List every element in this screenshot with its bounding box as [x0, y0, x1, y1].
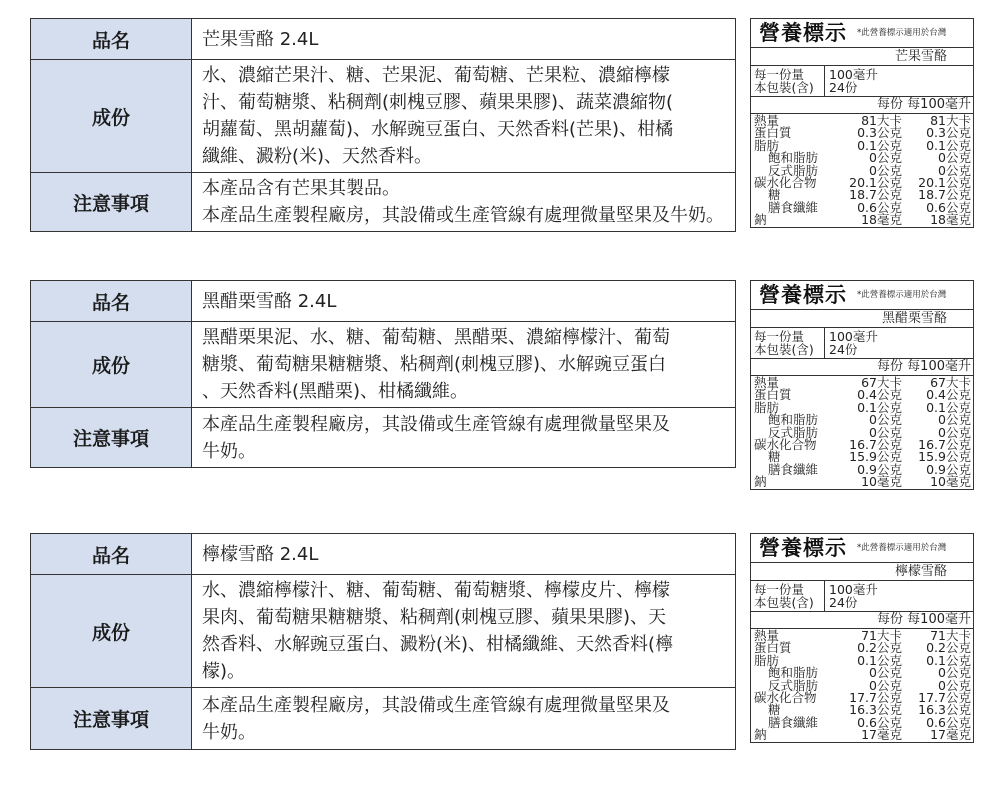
nutrition-product-name: 芒果雪酪 — [751, 48, 973, 66]
ingredients-row — [31, 60, 736, 173]
product-info-table — [30, 280, 736, 468]
nutrient-per-100ml: 81大卡 — [930, 113, 971, 128]
nutrient-per-serving: 0.6公克 — [857, 714, 902, 730]
notice-label: 注意事項 — [31, 688, 192, 750]
serving-label: 每一份量 — [754, 582, 805, 597]
serving-label: 每一份量 — [754, 329, 805, 344]
product-info-table — [30, 18, 736, 232]
nutrient-per-100ml: 0.4公克 — [926, 387, 971, 403]
nutrition-label — [750, 533, 974, 743]
nutrition-title: 營養標示 — [759, 535, 847, 560]
nutrient-name: 膳食纖維 — [768, 461, 819, 477]
serving-value: 100毫升 — [829, 329, 878, 344]
nutrition-header — [751, 534, 973, 563]
notice-row — [31, 688, 736, 750]
product-name-value: 芒果雪酪 2.4L — [192, 19, 736, 60]
product-name-row — [31, 281, 736, 322]
nutrition-note: *此營養標示適用於台灣 — [857, 542, 947, 553]
notice-row — [31, 173, 736, 232]
serving-labels — [751, 581, 825, 611]
nutrient-name: 脂肪 — [754, 399, 780, 415]
nutrient-per-100ml: 18.7公克 — [918, 187, 971, 203]
nutrient-name: 熱量 — [754, 375, 780, 390]
ingredients-line: 、天然香料(黑醋栗)、柑橘纖維。 — [202, 381, 469, 402]
ingredients-line: 水、濃縮芒果汁、糖、芒果泥、葡萄糖、芒果粒、濃縮檸檬 — [202, 65, 670, 86]
nutrition-rows — [751, 376, 973, 489]
nutrient-name: 蛋白質 — [754, 125, 792, 141]
nutrient-name: 蛋白質 — [754, 640, 792, 656]
nutrient-row — [751, 476, 973, 488]
nutrient-per-100ml: 0公克 — [938, 665, 971, 681]
nutrition-label — [750, 280, 974, 490]
nutrient-per-serving: 0.3公克 — [857, 125, 902, 141]
nutrient-per-100ml: 20.1公克 — [918, 174, 971, 190]
nutrient-per-100ml: 0公克 — [938, 677, 971, 693]
nutrient-per-serving: 17.7公克 — [849, 689, 902, 705]
product-info-table — [30, 533, 736, 750]
serving-values — [825, 66, 878, 96]
nutrient-per-100ml: 0公克 — [938, 412, 971, 428]
nutrient-per-serving: 0公克 — [869, 424, 902, 440]
nutrition-title: 營養標示 — [759, 282, 847, 307]
nutrition-label — [750, 18, 974, 228]
notice-value — [192, 408, 736, 468]
nutrient-name: 碳水化合物 — [754, 689, 817, 705]
notice-line: 本產品生產製程廠房，其設備或生產管線有處理微量堅果及 — [202, 694, 670, 716]
nutrient-per-serving: 0.9公克 — [857, 461, 902, 477]
nutrient-name: 熱量 — [754, 113, 780, 128]
nutrient-per-100ml: 0.3公克 — [926, 125, 971, 141]
nutrient-name: 熱量 — [754, 628, 780, 643]
nutrient-per-100ml: 10毫克 — [930, 474, 971, 490]
nutrient-name: 鈉 — [754, 474, 767, 490]
serving-values — [825, 581, 878, 611]
product-name-label: 品名 — [31, 534, 192, 575]
serving-label: 本包裝(含) — [754, 80, 814, 95]
nutrient-name: 碳水化合物 — [754, 174, 817, 190]
nutrient-name: 鈉 — [754, 727, 767, 743]
nutrient-per-100ml: 0公克 — [938, 162, 971, 178]
nutrition-note: *此營養標示適用於台灣 — [857, 289, 947, 300]
nutrient-per-serving: 0公克 — [869, 677, 902, 693]
ingredients-line: 胡蘿蔔、黑胡蘿蔔)、水解豌豆蛋白、天然香料(芒果)、柑橘 — [202, 119, 674, 140]
notice-line: 牛奶。 — [202, 721, 256, 743]
nutrient-per-serving: 0.2公克 — [857, 640, 902, 656]
ingredients-line: 糖漿、葡萄糖果糖糖漿、粘稠劑(刺槐豆膠)、水解豌豆蛋白 — [202, 354, 667, 375]
ingredients-line: 纖維、澱粉(米)、天然香料。 — [202, 146, 433, 167]
nutrient-per-serving: 10毫克 — [861, 474, 902, 490]
nutrient-per-100ml: 0.1公克 — [926, 652, 971, 668]
notice-label: 注意事項 — [31, 408, 192, 468]
nutrition-product-name: 黑醋栗雪酪 — [751, 310, 973, 328]
ingredients-line: 水、濃縮檸檬汁、糖、葡萄糖、葡萄糖漿、檸檬皮片、檸檬 — [202, 580, 670, 601]
nutrient-per-100ml: 15.9公克 — [918, 449, 971, 465]
nutrient-per-serving: 0.1公克 — [857, 399, 902, 415]
nutrition-header — [751, 19, 973, 48]
nutrient-name: 反式脂肪 — [768, 162, 819, 178]
nutrient-per-serving: 18毫克 — [861, 212, 902, 228]
nutrient-per-100ml: 71大卡 — [930, 628, 971, 643]
nutrient-name: 鈉 — [754, 212, 767, 228]
serving-labels — [751, 66, 825, 96]
serving-labels — [751, 328, 825, 358]
nutrient-per-100ml: 18毫克 — [930, 212, 971, 228]
nutrient-row — [751, 214, 973, 226]
nutrient-per-100ml: 0.6公克 — [926, 199, 971, 215]
notice-line: 牛奶。 — [202, 440, 256, 462]
nutrient-name: 反式脂肪 — [768, 677, 819, 693]
serving-info — [751, 328, 973, 359]
nutrient-name: 飽和脂肪 — [768, 150, 819, 166]
nutrient-per-serving: 0.1公克 — [857, 652, 902, 668]
nutrient-name: 糖 — [768, 449, 781, 465]
ingredients-line: 汁、葡萄糖漿、粘稠劑(刺槐豆膠、蘋果果膠)、蔬菜濃縮物( — [202, 92, 674, 113]
nutrient-per-serving: 16.7公克 — [849, 436, 902, 452]
ingredients-line: 果肉、葡萄糖果糖糖漿、粘稠劑(刺槐豆膠、蘋果果膠)、天 — [202, 607, 667, 628]
nutrition-column-header: 每份 每100毫升 — [751, 97, 973, 114]
nutrient-per-serving: 0公克 — [869, 412, 902, 428]
nutrient-per-serving: 0.1公克 — [857, 137, 902, 153]
product-name-row — [31, 19, 736, 60]
product-name-value: 檸檬雪酪 2.4L — [192, 534, 736, 575]
nutrient-per-100ml: 17毫克 — [930, 727, 971, 743]
notice-value — [192, 173, 736, 232]
nutrient-per-100ml: 16.7公克 — [918, 436, 971, 452]
serving-value: 24份 — [829, 80, 858, 95]
product-name-label: 品名 — [31, 19, 192, 60]
ingredients-label: 成份 — [31, 322, 192, 408]
product-name-value: 黑醋栗雪酪 2.4L — [192, 281, 736, 322]
notice-label: 注意事項 — [31, 173, 192, 232]
nutrient-per-serving: 0公克 — [869, 665, 902, 681]
nutrient-name: 蛋白質 — [754, 387, 792, 403]
nutrient-per-serving: 17毫克 — [861, 727, 902, 743]
nutrition-product-name: 檸檬雪酪 — [751, 563, 973, 581]
notice-line: 本產品含有芒果其製品。 — [202, 178, 400, 199]
notice-value — [192, 688, 736, 750]
ingredients-label: 成份 — [31, 575, 192, 688]
nutrition-header — [751, 281, 973, 310]
ingredients-line: 黑醋栗果泥、水、糖、葡萄糖、黑醋栗、濃縮檸檬汁、葡萄 — [202, 327, 670, 348]
nutrient-name: 膳食纖維 — [768, 714, 819, 730]
nutrient-per-serving: 81大卡 — [861, 113, 902, 128]
nutrition-rows — [751, 114, 973, 227]
ingredients-line: 然香料、水解豌豆蛋白、澱粉(米)、柑橘纖維、天然香料(檸 — [202, 634, 674, 655]
nutrient-per-serving: 0公克 — [869, 162, 902, 178]
nutrient-name: 脂肪 — [754, 652, 780, 668]
nutrition-rows — [751, 629, 973, 742]
ingredients-value — [192, 60, 736, 173]
serving-label: 每一份量 — [754, 67, 805, 82]
serving-value: 24份 — [829, 595, 858, 610]
product-name-label: 品名 — [31, 281, 192, 322]
nutrient-per-100ml: 67大卡 — [930, 375, 971, 390]
nutrient-per-serving: 71大卡 — [861, 628, 902, 643]
nutrient-per-100ml: 0.9公克 — [926, 461, 971, 477]
ingredients-row — [31, 575, 736, 688]
nutrient-name: 膳食纖維 — [768, 199, 819, 215]
nutrient-name: 碳水化合物 — [754, 436, 817, 452]
nutrient-per-100ml: 0公克 — [938, 424, 971, 440]
nutrient-name: 糖 — [768, 187, 781, 203]
nutrient-row — [751, 729, 973, 741]
nutrient-per-serving: 0.6公克 — [857, 199, 902, 215]
serving-values — [825, 328, 878, 358]
nutrient-per-serving: 16.3公克 — [849, 702, 902, 718]
serving-value: 100毫升 — [829, 67, 878, 82]
nutrient-per-serving: 67大卡 — [861, 375, 902, 390]
notice-row — [31, 408, 736, 468]
ingredients-line: 檬)。 — [202, 661, 246, 682]
serving-label: 本包裝(含) — [754, 595, 814, 610]
ingredients-value — [192, 575, 736, 688]
serving-value: 100毫升 — [829, 582, 878, 597]
nutrient-name: 反式脂肪 — [768, 424, 819, 440]
nutrient-per-serving: 20.1公克 — [849, 174, 902, 190]
serving-label: 本包裝(含) — [754, 342, 814, 357]
nutrient-name: 飽和脂肪 — [768, 665, 819, 681]
nutrition-column-header: 每份 每100毫升 — [751, 612, 973, 629]
nutrition-title: 營養標示 — [759, 20, 847, 45]
nutrient-per-100ml: 16.3公克 — [918, 702, 971, 718]
nutrient-name: 脂肪 — [754, 137, 780, 153]
nutrient-name: 飽和脂肪 — [768, 412, 819, 428]
nutrient-per-100ml: 0.6公克 — [926, 714, 971, 730]
serving-value: 24份 — [829, 342, 858, 357]
nutrient-per-100ml: 0公克 — [938, 150, 971, 166]
nutrient-per-100ml: 0.1公克 — [926, 137, 971, 153]
serving-info — [751, 581, 973, 612]
nutrient-name: 糖 — [768, 702, 781, 718]
nutrition-note: *此營養標示適用於台灣 — [857, 27, 947, 38]
nutrient-per-100ml: 0.2公克 — [926, 640, 971, 656]
nutrient-per-100ml: 0.1公克 — [926, 399, 971, 415]
ingredients-value — [192, 322, 736, 408]
nutrient-per-serving: 0.4公克 — [857, 387, 902, 403]
notice-line: 本產品生產製程廠房，其設備或生產管線有處理微量堅果及 — [202, 413, 670, 435]
product-name-row — [31, 534, 736, 575]
ingredients-row — [31, 322, 736, 408]
nutrient-per-serving: 15.9公克 — [849, 449, 902, 465]
nutrition-column-header: 每份 每100毫升 — [751, 359, 973, 376]
serving-info — [751, 66, 973, 97]
nutrient-per-100ml: 17.7公克 — [918, 689, 971, 705]
notice-line: 本產品生產製程廠房，其設備或生產管線有處理微量堅果及牛奶。 — [202, 205, 724, 226]
nutrient-per-serving: 0公克 — [869, 150, 902, 166]
ingredients-label: 成份 — [31, 60, 192, 173]
nutrient-per-serving: 18.7公克 — [849, 187, 902, 203]
